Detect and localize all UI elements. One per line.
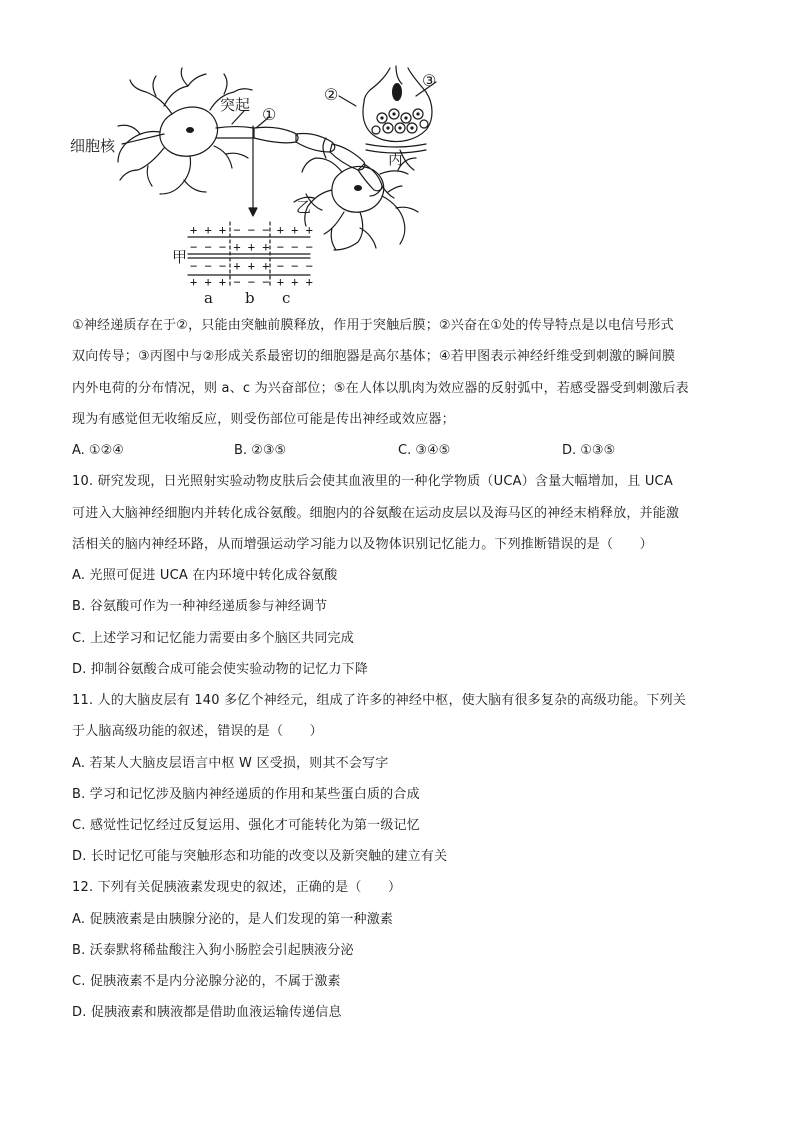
charge-row-2: − − − + + + − − − [190, 240, 313, 254]
label-yi: 乙 [296, 198, 312, 216]
q10-option-a[interactable]: A. 光照可促进 UCA 在内环境中转化成谷氨酸 [72, 568, 338, 583]
charge-row-1: + + + − − − + + + [190, 223, 313, 237]
q9-statement-line: 内外电荷的分布情况，则 a、c 为兴奋部位；⑤在人体以肌肉为效应器的反射弧中，若感受器受到刺激后表 [72, 381, 689, 396]
q11-option-c[interactable]: C. 感觉性记忆经过反复运用、强化才可能转化为第一级记忆 [72, 818, 420, 833]
q10-stem-line: 可进入大脑神经细胞内并转化成谷氨酸。细胞内的谷氨酸在运动皮层以及海马区的神经末梢释放，并能激 [72, 506, 680, 521]
q11-option-d[interactable]: D. 长时记忆可能与突触形态和功能的改变以及新突触的建立有关 [72, 849, 448, 864]
label-circle-3: ③ [422, 71, 437, 90]
charge-row-3: − − − + + + − − − [190, 259, 313, 273]
q12-option-c[interactable]: C. 促胰液素不是内分泌腺分泌的，不属于激素 [72, 974, 341, 989]
q9-statement-line: ①神经递质存在于②，只能由突触前膜释放，作用于突触后膜；②兴奋在①处的传导特点是以电信号形式 [72, 318, 674, 333]
q12-stem-line: 12. 下列有关促胰液素发现史的叙述，正确的是（ ） [72, 880, 402, 895]
q12-option-d[interactable]: D. 促胰液素和胰液都是借助血液运输传递信息 [72, 1005, 342, 1020]
q10-stem-line: 10. 研究发现，日光照射实验动物皮肤后会使其血液里的一种化学物质（UCA）含量大幅增加，且 UCA [72, 474, 673, 489]
neuron-diagram [60, 62, 480, 312]
q10-option-b[interactable]: B. 谷氨酸可作为一种神经递质参与神经调节 [72, 599, 328, 614]
q10-option-c[interactable]: C. 上述学习和记忆能力需要由多个脑区共同完成 [72, 631, 354, 646]
q9-option-b[interactable]: B. ②③⑤ [234, 443, 287, 458]
q12-option-a[interactable]: A. 促胰液素是由胰腺分泌的，是人们发现的第一种激素 [72, 912, 394, 927]
q9-option-d[interactable]: D. ①③⑤ [562, 443, 616, 458]
label-b: b [245, 289, 255, 307]
q9-statement-line: 双向传导；③丙图中与②形成关系最密切的细胞器是高尔基体；④若甲图表示神经纤维受到刺激的瞬间膜 [72, 349, 676, 364]
q9-option-c[interactable]: C. ③④⑤ [398, 443, 451, 458]
neuron-diagram-svg [60, 62, 480, 312]
label-jia: 甲 [172, 248, 188, 266]
label-a: a [204, 289, 213, 307]
q12-option-b[interactable]: B. 沃泰默将稀盐酸注入狗小肠腔会引起胰液分泌 [72, 943, 354, 958]
q11-stem-line: 于人脑高级功能的叙述，错误的是（ ） [72, 724, 323, 739]
label-nucleus: 细胞核 [70, 137, 116, 155]
label-process: 突起 [220, 96, 251, 114]
q11-stem-line: 11. 人的大脑皮层有 140 多亿个神经元，组成了许多的神经中枢，使大脑有很多复杂的高级功能。下列关 [72, 693, 687, 708]
q10-option-d[interactable]: D. 抑制谷氨酸合成可能会使实验动物的记忆力下降 [72, 662, 369, 677]
label-circle-2: ② [324, 85, 339, 104]
q11-option-a[interactable]: A. 若某人大脑皮层语言中枢 W 区受损，则其不会写字 [72, 756, 389, 771]
label-circle-1: ① [262, 105, 277, 124]
q9-option-a[interactable]: A. ①②④ [72, 443, 124, 458]
q11-option-b[interactable]: B. 学习和记忆涉及脑内神经递质的作用和某些蛋白质的合成 [72, 787, 420, 802]
charge-row-4: + + + − − − + + + [190, 275, 313, 289]
q10-stem-line: 活相关的脑内神经环路，从而增强运动学习能力以及物体识别记忆能力。下列推断错误的是（ ） [72, 537, 653, 552]
label-c: c [282, 289, 291, 307]
q9-statement-line: 现为有感觉但无收缩反应，则受伤部位可能是传出神经或效应器； [72, 412, 455, 427]
label-bing: 丙 [388, 150, 404, 168]
